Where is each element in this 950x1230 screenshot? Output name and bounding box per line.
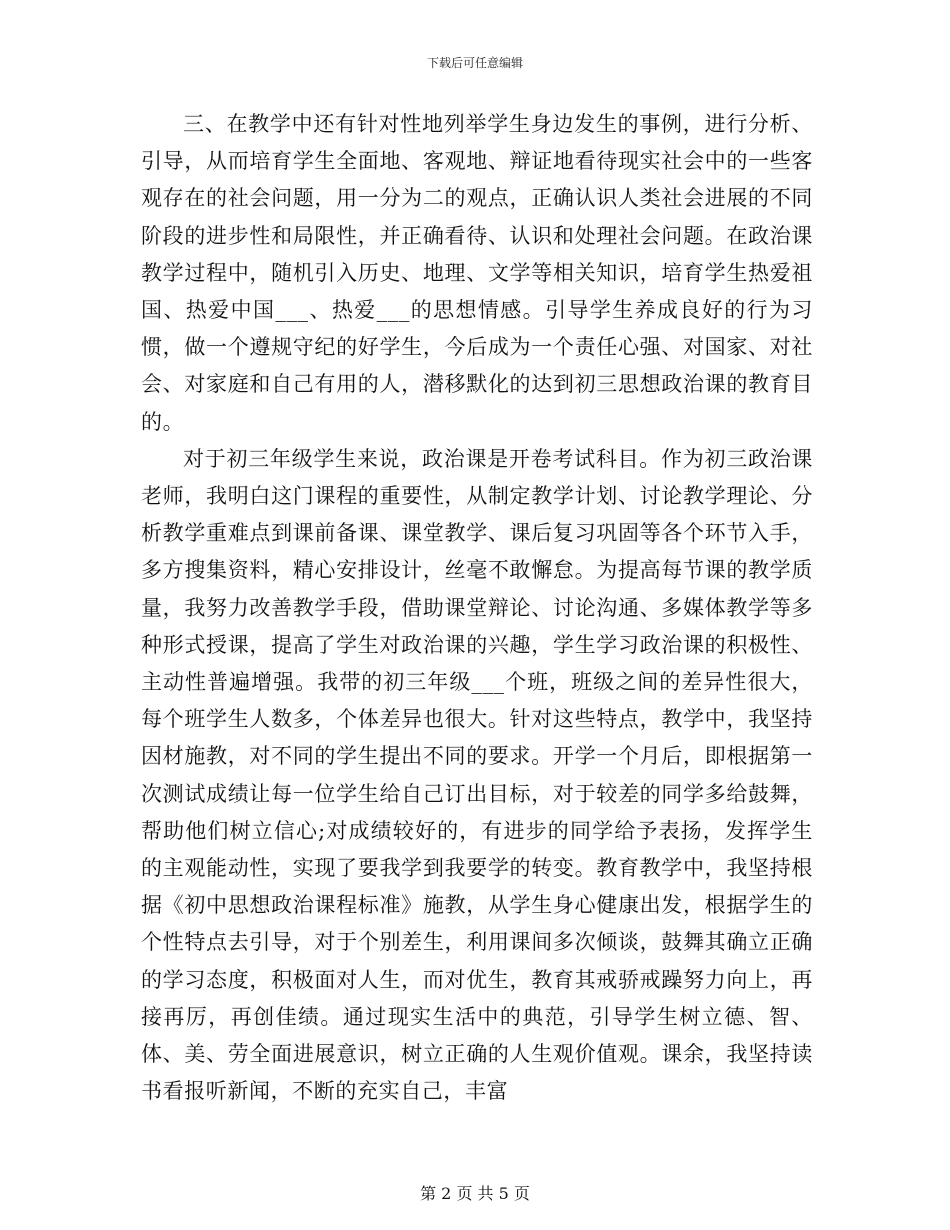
body-paragraph-2: 对于初三年级学生来说，政治课是开卷考试科目。作为初三政治课老师，我明白这门课程的重要性，从制定教学计划、讨论教学理论、分析教学重难点到课前备课、课堂教学、课后复习巩固等各个环节入手，多方搜集资料，精心安排设计，丝毫不敢懈怠。为提高每节课的教学质量，我努力改善教学手段，借助课堂辩论、讨论沟通、多媒体教学等多种形式授课，提高了学生对政治课的兴趣，学生学习政治课的积极性、主动性普遍增强。我带的初三年级___个班，班级之间的差异性很大，每个班学生人数多，个体差异也很大。针对这些特点，教学中，我坚持因材施教，对不同的学生提出不同的要求。开学一个月后，即根据第一次测试成绩让每一位学生给自己订出目标，对于较差的同学多给鼓舞，帮助他们树立信心;对成绩较好的，有进步的同学给予表扬，发挥学生的主观能动性，实现了要我学到我要学的转变。教育教学中，我坚持根据《初中思想政治课程标准》施教，从学生身心健康出发，根据学生的个性特点去引导，对于个别差生，利用课间多次倾谈，鼓舞其确立正确的学习态度，积极面对人生，而对优生，教育其戒骄戒躁努力向上，再接再厉，再创佳绩。通过现实生活中的典范，引导学生树立德、智、体、美、劳全面进展意识，树立正确的人生观价值观。课余，我坚持读书看报听新闻，不断的充实自己，丰富 [141, 446, 813, 1104]
page-header-note: 下载后可任意编辑 [426, 56, 523, 70]
page-number-footer: 第 2 页 共 5 页 [420, 1184, 530, 1203]
body-paragraph-1: 三、在教学中还有针对性地列举学生身边发生的事例，进行分析、引导，从而培育学生全面地、客观地、辩证地看待现实社会中的一些客观存在的社会问题，用一分为二的观点，正确认识人类社会进展的不同阶段的进步性和局限性，并正确看待、认识和处理社会问题。在政治课教学过程中，随机引入历史、地理、文学等相关知识，培育学生热爱祖国、热爱中国___、热爱___的思想情感。引导学生养成良好的行为习惯，做一个遵规守纪的好学生，今后成为一个责任心强、对国家、对社会、对家庭和自己有用的人，潜移默化的达到初三思想政治课的教育目的。 [141, 112, 813, 434]
document-body [141, 106, 813, 1110]
